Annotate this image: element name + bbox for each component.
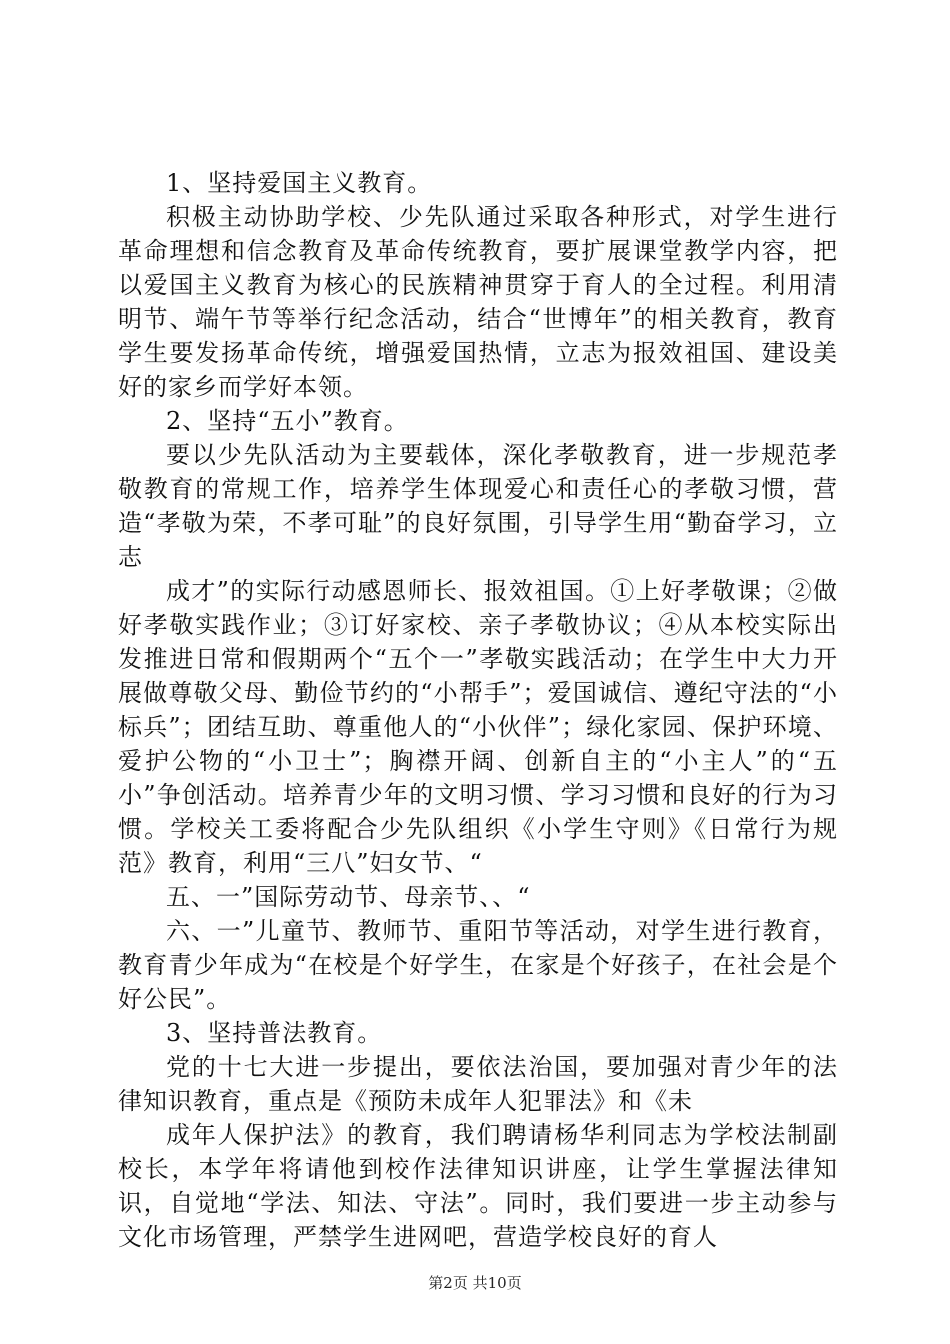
section-heading-five-small: 2、坚持“五小”教育。 — [166, 407, 409, 435]
section-heading-law: 3、坚持普法教育。 — [166, 1019, 383, 1047]
paragraph: 要以少先队活动为主要载体，深化孝敬教育，进一步规范孝敬教育的常规工作，培养学生体现爱心和责任心的孝敬习惯，营造“孝敬为荣，不孝可耻”的良好氛围，引导学生用“勤奋学习，立志 — [118, 441, 838, 571]
document-body — [118, 166, 838, 1254]
paragraph: 党的十七大进一步提出，要依法治国，要加强对青少年的法律知识教育，重点是《预防未成年人犯罪法》和《未 — [118, 1053, 838, 1115]
paragraph: 积极主动协助学校、少先队通过采取各种形式，对学生进行革命理想和信念教育及革命传统教育，要扩展课堂教学内容，把以爱国主义教育为核心的民族精神贯穿于育人的全过程。利用清明节、端午节等举行纪念活动，结合“世博年”的相关教育，教育学生要发扬革命传统，增强爱国热情，立志为报效祖国、建设美好的家乡而学好本领。 — [118, 203, 838, 401]
paragraph: 六、一”儿童节、教师节、重阳节等活动，对学生进行教育，教育青少年成为“在校是个好学生，在家是个好孩子，在社会是个好公民”。 — [118, 917, 838, 1013]
page-number: 第2页 共10页 — [428, 1274, 522, 1292]
paragraph: 五、一”国际劳动节、母亲节、、“ — [166, 883, 531, 911]
paragraph: 成年人保护法》的教育，我们聘请杨华利同志为学校法制副校长，本学年将请他到校作法律知识讲座，让学生掌握法律知识，自觉地“学法、知法、守法”。同时，我们要进一步主动参与文化市场管理，严禁学生进网吧，营造学校良好的育人 — [118, 1121, 838, 1251]
section-heading-patriotism: 1、坚持爱国主义教育。 — [166, 169, 433, 197]
paragraph: 成才”的实际行动感恩师长、报效祖国。①上好孝敬课；②做好孝敬实践作业；③订好家校、亲子孝敬协议；④从本校实际出发推进日常和假期两个“五个一”孝敬实践活动；在学生中大力开展做尊敬父母、勤俭节约的“小帮手”；爱国诚信、遵纪守法的“小标兵”；团结互助、尊重他人的“小伙伴”；绿化家园、保护环境、爱护公物的“小卫士”；胸襟开阔、创新自主的“小主人”的“五小”争创活动。培养青少年的文明习惯、学习习惯和良好的行为习惯。学校关工委将配合少先队组织《小学生守则》《日常行为规范》教育，利用“三八”妇女节、“ — [118, 577, 838, 877]
